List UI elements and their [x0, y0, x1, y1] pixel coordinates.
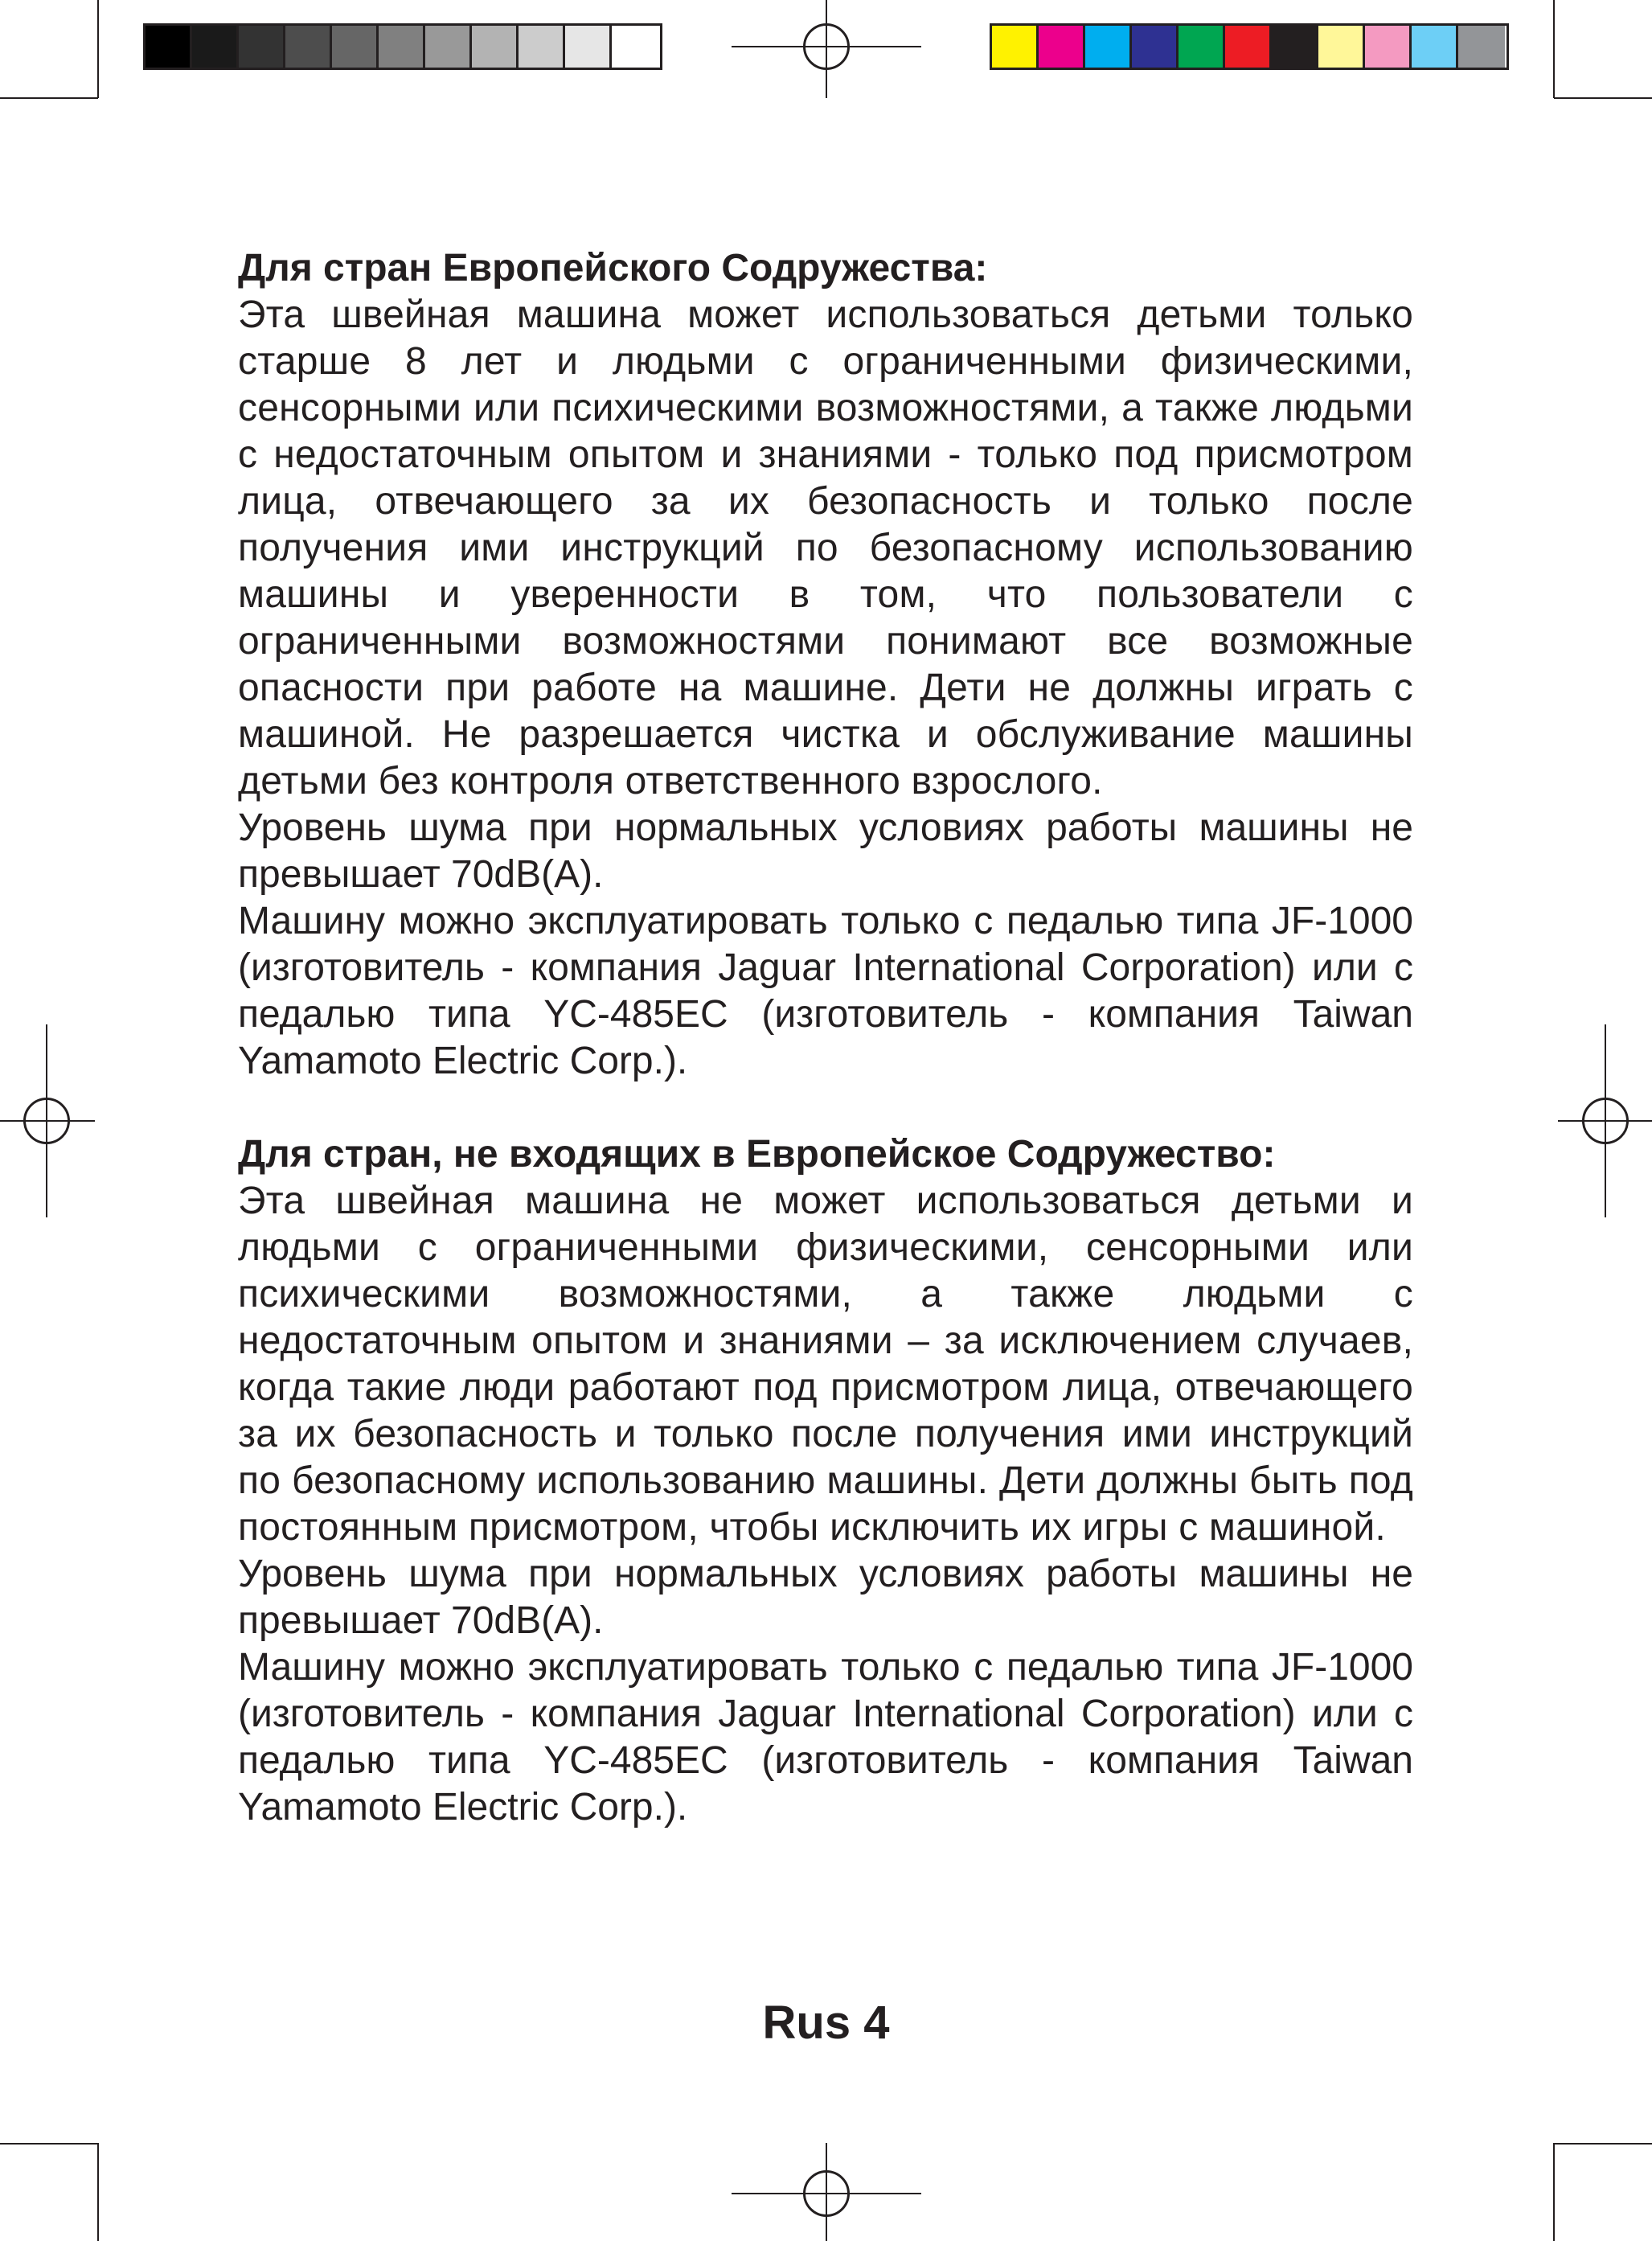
gray-swatch [285, 26, 332, 68]
color-swatch [1225, 26, 1272, 68]
noise-level-paragraph: Уровень шума при нормальных условиях работы машины не превышает 70dB(A). [238, 807, 1413, 896]
color-swatch [1365, 26, 1412, 68]
gray-swatch [472, 26, 519, 68]
color-swatch [1318, 26, 1365, 68]
section-non-eu [238, 1131, 1413, 1831]
color-swatch [1458, 26, 1505, 68]
gray-swatch [192, 26, 239, 68]
color-swatch [1039, 26, 1085, 68]
color-swatch [992, 26, 1039, 68]
safety-paragraph: Эта швейная машина может использоваться детьми только старше 8 лет и людьми с ограниченными физическими, сенсорными или психическими возможностями, а также людьми с недостаточным опытом и знаниями - только под присмотром лица, отвечающего за их безопасность и только после получения ими инструкций по безопасному использованию машины и уверенности в том, что пользователи с ограниченными возможностями понимают все возможные опасности при работе на машине. Дети не должны играть с машиной. Не разрешается чистка и обслуживание машины детьми без контроля ответственного взрослого. [238, 293, 1413, 802]
color-swatch [1085, 26, 1132, 68]
page-number: Rus 4 [762, 1997, 890, 2049]
pedal-paragraph: Машину можно эксплуатировать только с педалью типа JF-1000 (изготовитель - компания Jaguar International Corporation) или с педалью типа YC-485EC (изготовитель - компания Taiwan Yamamoto Electric Corp.). [238, 1646, 1413, 1829]
gray-swatch [379, 26, 425, 68]
color-swatch [1272, 26, 1318, 68]
noise-level-paragraph: Уровень шума при нормальных условиях работы машины не превышает 70dB(A). [238, 1553, 1413, 1642]
gray-swatch [565, 26, 612, 68]
section-heading: Для стран Европейского Содружества: [238, 247, 988, 289]
page-body [238, 245, 1413, 1831]
gray-swatch [239, 26, 285, 68]
section-eu [238, 245, 1413, 1085]
grayscale-strip [143, 23, 662, 70]
gray-swatch [425, 26, 472, 68]
safety-paragraph: Эта швейная машина не может использоваться детьми и людьми с ограниченными физическими, сенсорными или психическими возможностями, а также людьми с недостаточным опытом и знаниями – за исключением случаев, когда такие люди работают под присмотром лица, отвечающего за их безопасность и только после получения ими инструкций по безопасному использованию машины. Дети должны быть под постоянным присмотром, чтобы исключить их игры с машиной. [238, 1180, 1413, 1549]
gray-swatch [146, 26, 192, 68]
color-swatch [1179, 26, 1225, 68]
pedal-paragraph: Машину можно эксплуатировать только с педалью типа JF-1000 (изготовитель - компания Jaguar International Corporation) или с педалью типа YC-485EC (изготовитель - компания Taiwan Yamamoto Electric Corp.). [238, 900, 1413, 1082]
color-swatch [1412, 26, 1458, 68]
gray-swatch [612, 26, 658, 68]
section-heading: Для стран, не входящих в Европейское Содружество: [238, 1133, 1276, 1176]
gray-swatch [519, 26, 565, 68]
color-swatch [1132, 26, 1179, 68]
gray-swatch [332, 26, 379, 68]
color-strip [990, 23, 1509, 70]
